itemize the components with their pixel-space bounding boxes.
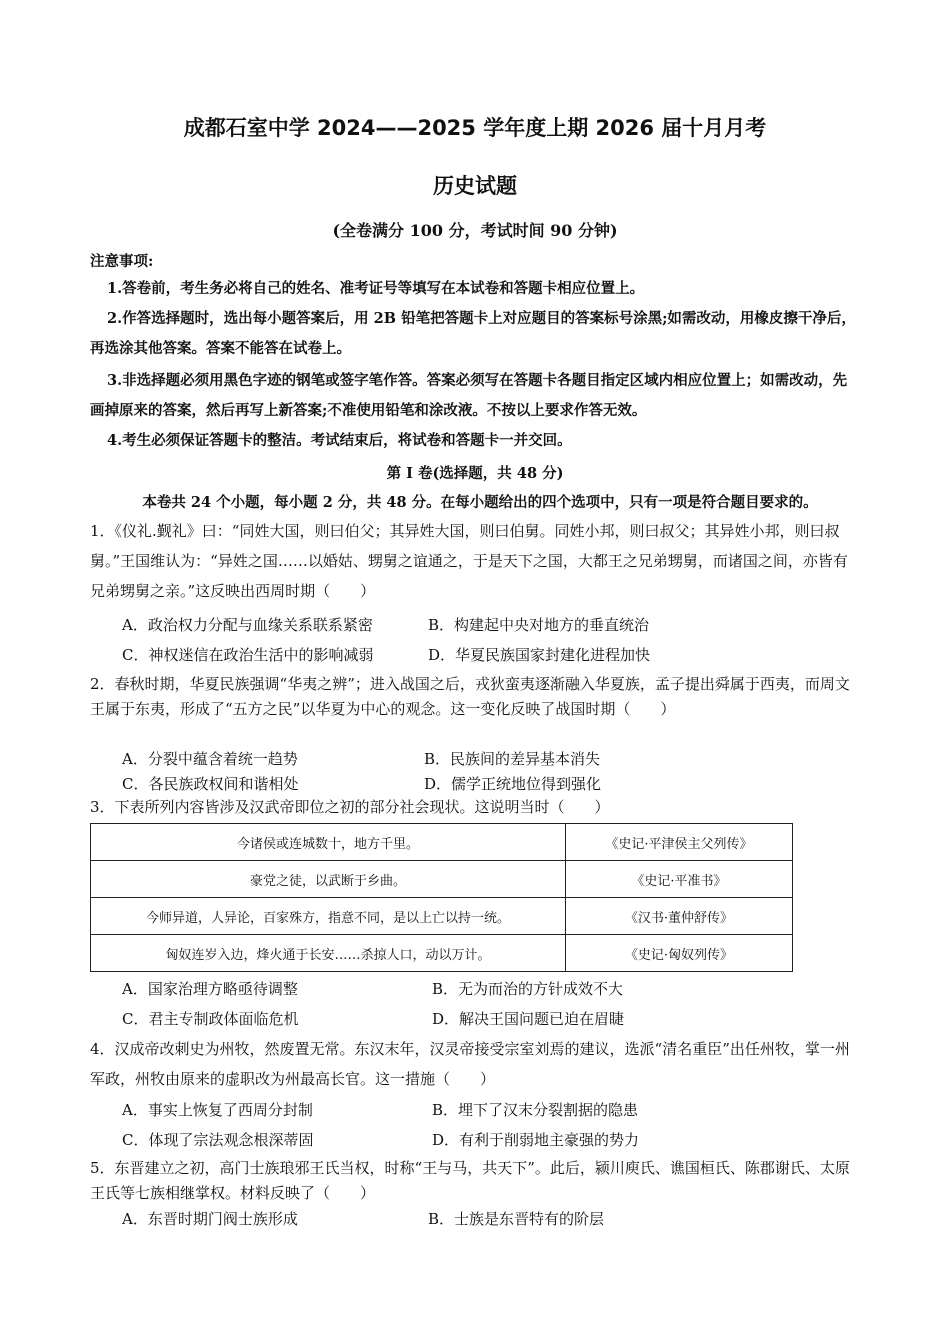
notice-item: 2.作答选择题时，选出每小题答案后，用 2B 铅笔把答题卡上对应题目的答案标号涂黑;如需改动，用橡皮擦干净后，再选涂其他答案。答案不能答在试卷上。	[90, 310, 856, 357]
question-1-option-d: D．华夏民族国家封建化进程加快	[428, 646, 651, 664]
notice-item: 4.考生必须保证答题卡的整洁。考试结束后，将试卷和答题卡一并交回。	[107, 432, 572, 449]
exam-subject: 历史试题	[433, 174, 517, 198]
question-1-stem: 1．《仪礼.觐礼》曰：“同姓大国，则曰伯父；其异姓大国，则曰伯舅。同姓小邦，则曰叔父；其异姓小邦，则曰叔舅。”王国维认为：“异姓之国……以婚姑、甥舅之谊通之，于是天下之国，大都王之兄弟甥舅，而诸国之间，亦皆有兄弟甥舅之亲。”这反映出西周时期（ ）	[90, 522, 848, 600]
question-5-stem: 5．东晋建立之初，高门士族琅邪王氏当权，时称“王与马，共天下”。此后，颍川庾氏、谯国桓氏、陈郡谢氏、太原王氏等七族相继掌权。材料反映了（ ）	[90, 1159, 850, 1202]
table-cell-text: 今师异道，人异论，百家殊方，指意不同，是以上亡以持一统。	[91, 898, 566, 935]
table-cell-text: 豪党之徒，以武断于乡曲。	[91, 861, 566, 898]
question-2-option-d: D．儒学正统地位得到强化	[424, 775, 602, 793]
question-3-stem: 3．下表所列内容皆涉及汉武帝即位之初的部分社会现状。这说明当时（ ）	[90, 798, 610, 816]
question-4-option-b: B．埋下了汉末分裂割据的隐患	[432, 1101, 639, 1119]
source-table	[90, 823, 793, 972]
exam-title: 成都石室中学 2024——2025 学年度上期 2026 届十月月考	[183, 116, 767, 140]
question-4-option-a: A．事实上恢复了西周分封制	[122, 1101, 313, 1119]
exam-meta: (全卷满分 100 分，考试时间 90 分钟)	[332, 221, 618, 240]
question-1-option-a: A．政治权力分配与血缘关系联系紧密	[122, 616, 373, 634]
question-2-option-b: B．民族间的差异基本消失	[424, 750, 601, 768]
section-title: 第 I 卷(选择题，共 48 分)	[386, 465, 564, 482]
question-4-stem: 4．汉成帝改刺史为州牧，然废置无常。东汉末年，汉灵帝接受宗室刘焉的建议，选派“清名重臣”出任州牧，掌一州军政，州牧由原来的虚职改为州最高长官。这一措施（ ）	[90, 1040, 850, 1088]
question-5-option-a: A．东晋时期门阀士族形成	[122, 1210, 298, 1228]
question-4-option-d: D．有利于削弱地主豪强的势力	[432, 1131, 640, 1149]
question-2-option-c: C．各民族政权间和谐相处	[122, 775, 299, 793]
table-cell-text: 今诸侯或连城数十，地方千里。	[91, 824, 566, 861]
notice-item: 3.非选择题必须用黑色字迹的钢笔或签字笔作答。答案必须写在答题卡各题目指定区域内相应位置上；如需改动，先画掉原来的答案，然后再写上新答案;不准使用铅笔和涂改液。不按以上要求作答无效。	[90, 372, 848, 419]
table-cell-source: 《史记·匈奴列传》	[566, 935, 793, 972]
table-row	[91, 824, 793, 861]
question-2-stem: 2．春秋时期，华夏民族强调“华夷之辨”；进入战国之后，戎狄蛮夷逐渐融入华夏族，孟子提出舜属于西夷，而周文王属于东夷，形成了“五方之民”以华夏为中心的观念。这一变化反映了战国时期（ ）	[90, 675, 850, 718]
question-1-option-b: B．构建起中央对地方的垂直统治	[428, 616, 650, 634]
question-3-option-c: C．君主专制政体面临危机	[122, 1010, 299, 1028]
table-cell-text: 匈奴连岁入边，烽火通于长安……杀掠人口，动以万计。	[91, 935, 566, 972]
table-cell-source: 《史记·平津侯主父列传》	[566, 824, 793, 861]
question-3-option-b: B．无为而治的方针成效不大	[432, 980, 624, 998]
table-cell-source: 《汉书·董仲舒传》	[566, 898, 793, 935]
notice-heading: 注意事项:	[90, 253, 154, 270]
table-row	[91, 935, 793, 972]
question-2-option-a: A．分裂中蕴含着统一趋势	[122, 750, 298, 768]
table-cell-source: 《史记·平准书》	[566, 861, 793, 898]
section-description: 本卷共 24 个小题，每小题 2 分，共 48 分。在每小题给出的四个选项中，只有一项是符合题目要求的。	[142, 494, 818, 511]
notice-item: 1.答卷前，考生务必将自己的姓名、准考证号等填写在本试卷和答题卡相应位置上。	[107, 280, 645, 297]
question-1-option-c: C．神权迷信在政治生活中的影响减弱	[122, 646, 374, 664]
question-5-option-b: B．士族是东晋特有的阶层	[428, 1210, 605, 1228]
question-3-option-a: A．国家治理方略亟待调整	[122, 980, 298, 998]
question-4-option-c: C．体现了宗法观念根深蒂固	[122, 1131, 314, 1149]
table-row	[91, 861, 793, 898]
question-3-option-d: D．解决王国问题已迫在眉睫	[432, 1010, 625, 1028]
table-row	[91, 898, 793, 935]
